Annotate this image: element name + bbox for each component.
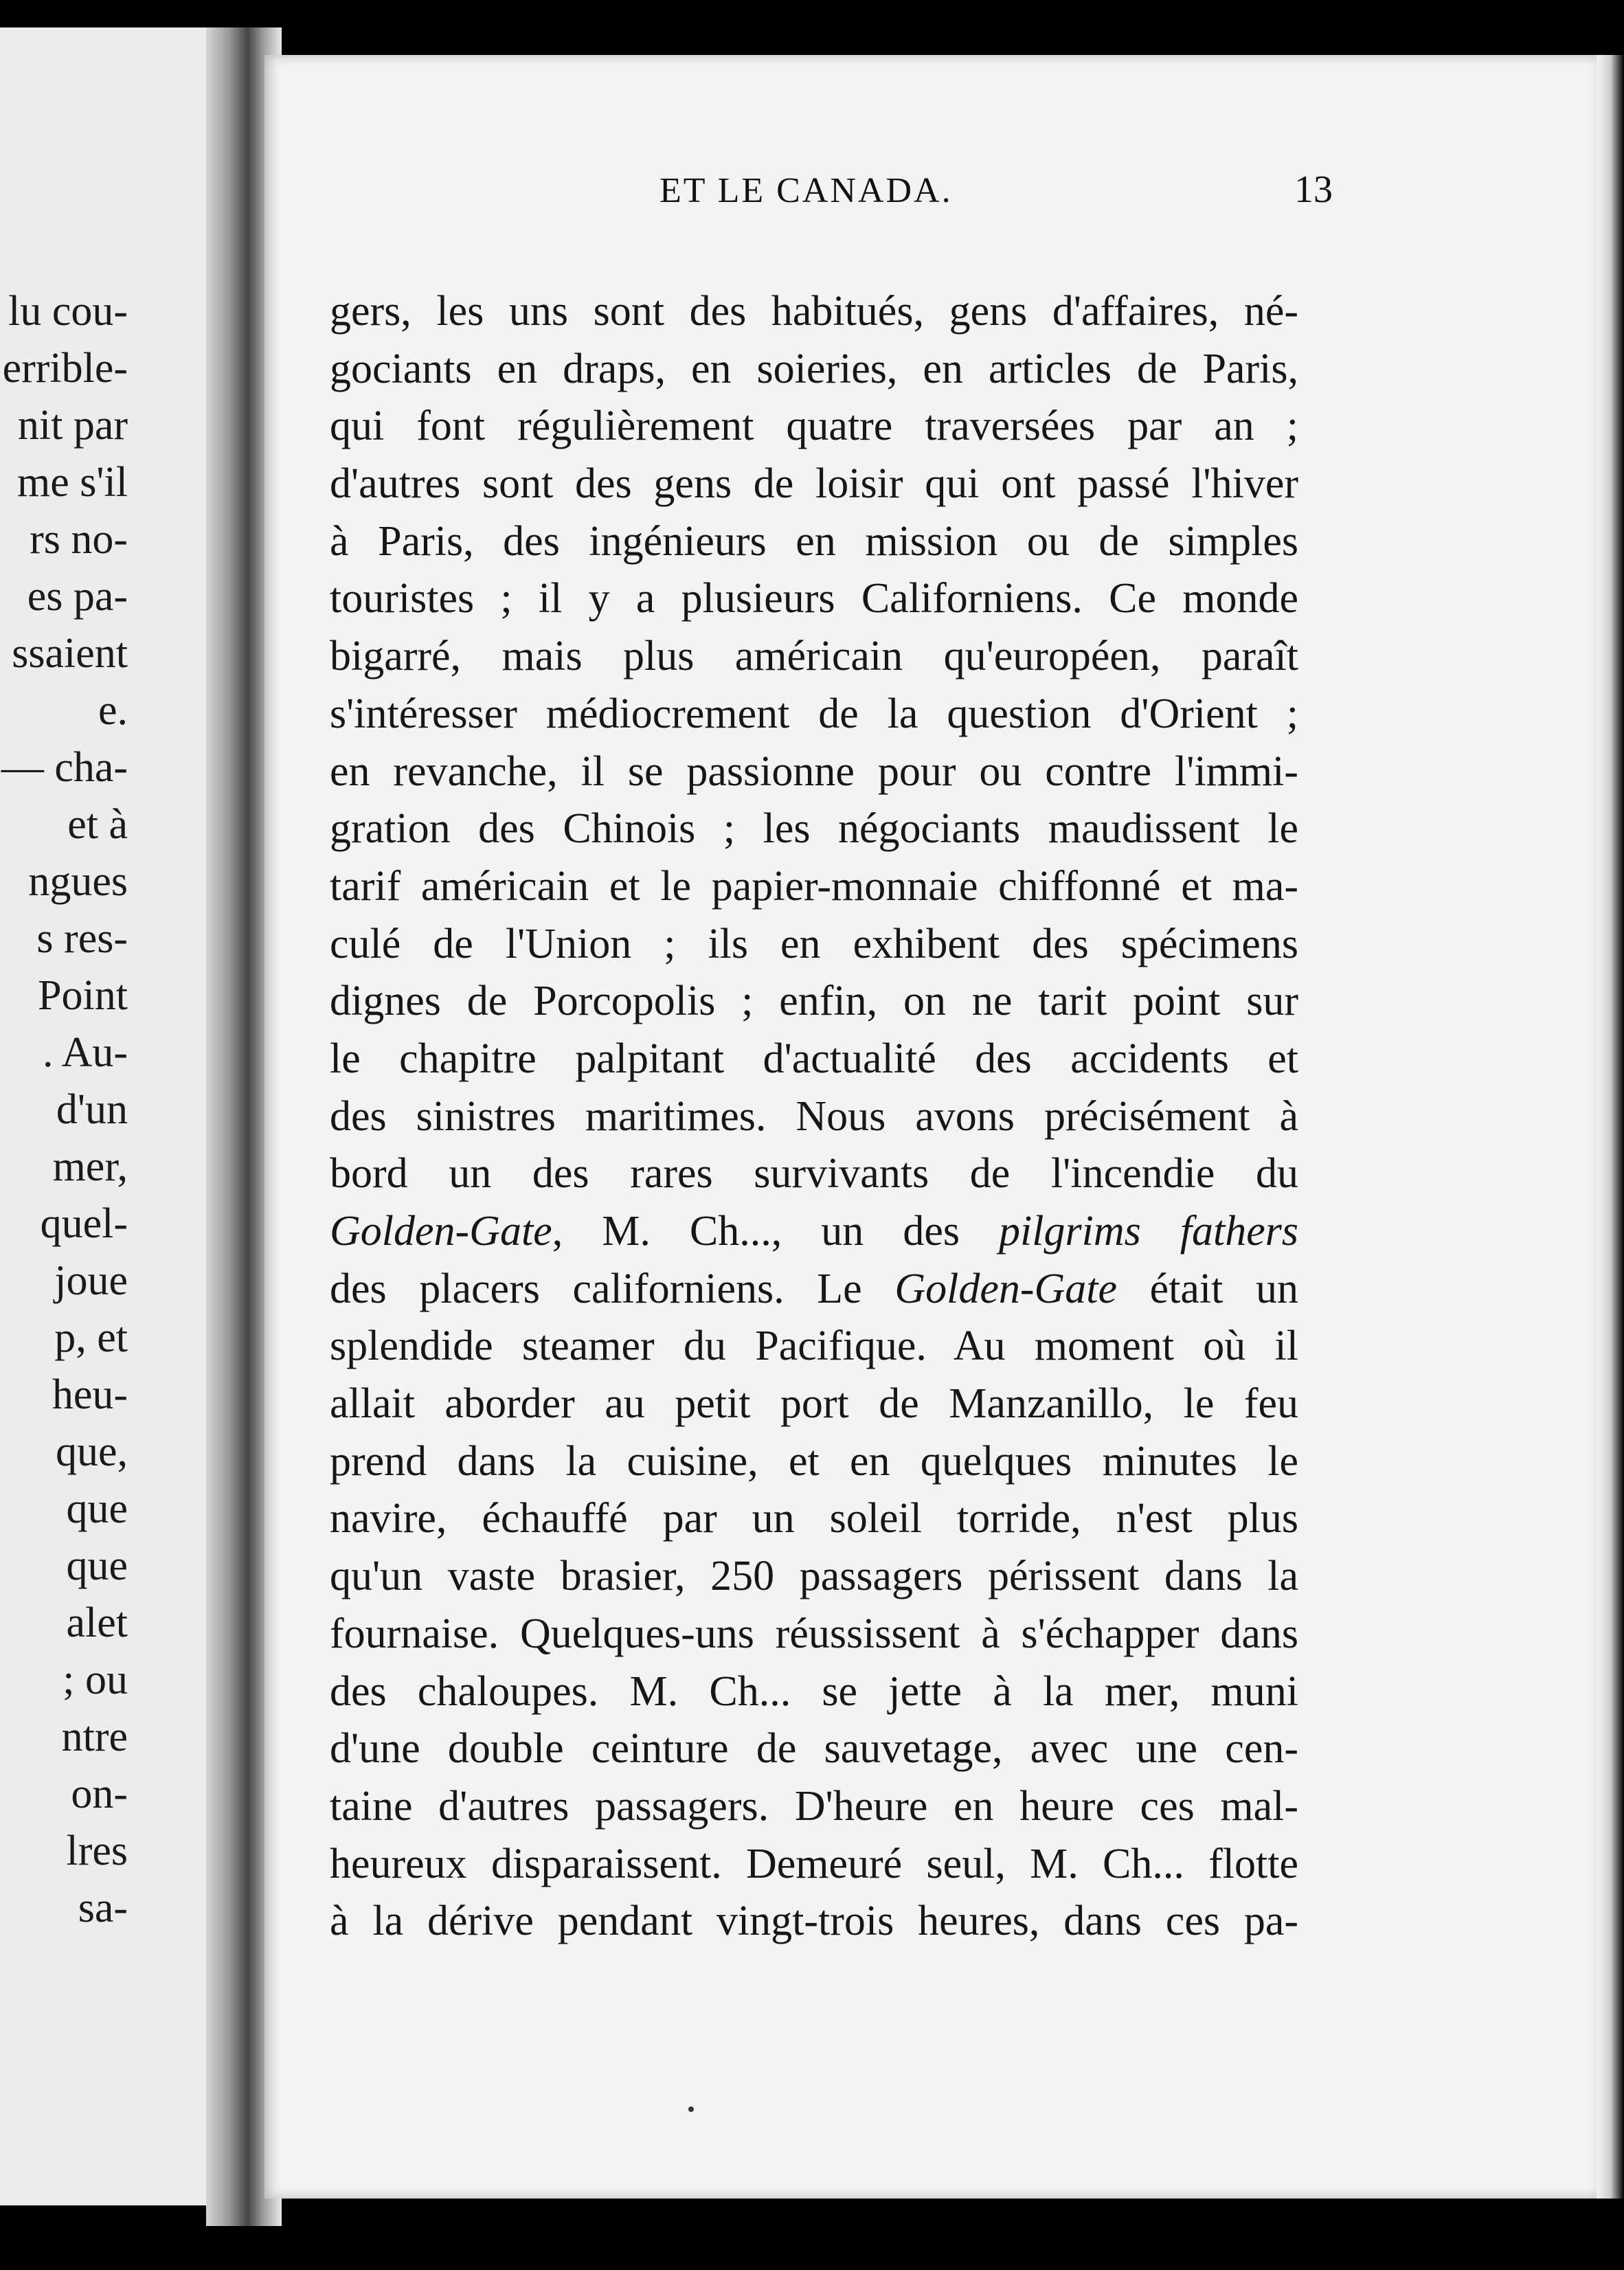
text-line: gers, les uns sont des habitués, gens d'affaires, né- [330,288,1298,335]
text-line: des sinistres maritimes. Nous avons précisément à [330,1092,1298,1140]
previous-page-line: que [66,1542,128,1589]
text-line: bigarré, mais plus américain qu'européen, paraît [330,633,1298,680]
previous-page-line: que, [55,1428,128,1475]
previous-page-line: . Au- [43,1029,128,1076]
text-line: qu'un vaste brasier, 250 passagers périssent dans la [330,1553,1298,1600]
page-header [398,165,1333,227]
text-segment: était un [1117,1265,1298,1312]
text-line: d'autres sont des gens de loisir qui ont passé l'hiver [330,460,1298,508]
page-number: 13 [1294,168,1333,211]
previous-page-line: s res- [36,915,128,962]
previous-page-line: on- [71,1771,128,1817]
previous-page-line: ; ou [63,1656,128,1703]
text-line: fournaise. Quelques-uns réussissent à s'échapper dans [330,1610,1298,1657]
text-line: d'une double ceinture de sauvetage, avec une cen- [330,1725,1298,1773]
text-line: qui font régulièrement quatre traversées par an ; [330,403,1298,450]
text-line: dignes de Porcopolis ; enfin, on ne tarit point sur [330,978,1298,1025]
previous-page-line: p, et [54,1314,128,1361]
previous-page-line: heu- [52,1371,128,1418]
previous-page-line: d'un [56,1086,128,1133]
previous-page-text [0,283,218,1937]
previous-page-line: que [66,1485,128,1532]
text-line: à la dérive pendant vingt-trois heures, dans ces pa- [330,1898,1298,1945]
text-line-with-italics [330,1203,1298,1261]
previous-page-line: quel- [40,1200,128,1247]
text-line: bord un des rares survivants de l'incendie du [330,1150,1298,1198]
text-line: s'intéresser médiocrement de la question d'Orient ; [330,690,1298,737]
previous-page-line: et à [67,801,128,848]
previous-page-line: — cha- [1,744,128,791]
previous-page-line: es pa- [27,573,128,620]
italic-phrase: pilgrims fathers [999,1208,1298,1255]
text-line: splendide steamer du Pacifique. Au moment où il [330,1323,1298,1370]
previous-page-line: errible- [2,345,128,392]
text-segment: des placers californiens. Le [330,1265,895,1312]
text-line: culé de l'Union ; ils en exhibent des spécimens [330,920,1298,967]
text-line: taine d'autres passagers. D'heure en heure ces mal- [330,1782,1298,1830]
text-line: le chapitre palpitant d'actualité des accidents et [330,1035,1298,1082]
previous-page-edge [0,27,218,2205]
italic-ship-name: Golden-Gate [894,1265,1117,1312]
text-line: tarif américain et le papier-monnaie chiffonné et ma- [330,862,1298,910]
previous-page-line: nit par [17,402,128,449]
previous-page-line: lu cou- [8,288,128,335]
text-line: heureux disparaissent. Demeuré seul, M. Ch... flotte [330,1840,1298,1887]
previous-page-line: Point [38,972,128,1019]
italic-ship-name: Golden-Gate [330,1208,552,1255]
text-line: à Paris, des ingénieurs en mission ou de simples [330,517,1298,565]
previous-page-line: mer, [52,1143,128,1190]
text-line: navire, échauffé par un soleil torride, n'est plus [330,1495,1298,1542]
text-line: touristes ; il y a plusieurs Californiens. Ce monde [330,575,1298,622]
previous-page-line: lres [66,1828,128,1874]
previous-page-line: joue [54,1257,128,1304]
previous-page-line: e. [98,687,128,734]
text-segment: , M. Ch..., un des [552,1208,1000,1255]
text-line: des chaloupes. M. Ch... se jette à la mer, muni [330,1667,1298,1715]
page-edge-shadow [1597,55,1624,2199]
previous-page-line: sa- [78,1885,128,1931]
previous-page-line: me s'il [17,459,128,506]
text-line: allait aborder au petit port de Manzanillo, le feu [330,1380,1298,1428]
text-line: gration des Chinois ; les négociants maudissent le [330,805,1298,853]
scan-speck [688,2106,694,2112]
previous-page-line: ssaient [12,630,128,677]
text-line: gociants en draps, en soieries, en articles de Paris, [330,345,1298,392]
running-head: ET LE CANADA. [659,171,953,210]
text-line: en revanche, il se passionne pour ou contre l'immi- [330,748,1298,795]
previous-page-line: ntre [61,1713,128,1760]
previous-page-line: alet [66,1599,128,1646]
previous-page-line: rs no- [30,516,128,563]
text-line-with-italics [330,1261,1298,1318]
body-text [330,283,1298,1951]
previous-page-line: ngues [28,858,128,905]
text-line: prend dans la cuisine, et en quelques minutes le [330,1437,1298,1485]
